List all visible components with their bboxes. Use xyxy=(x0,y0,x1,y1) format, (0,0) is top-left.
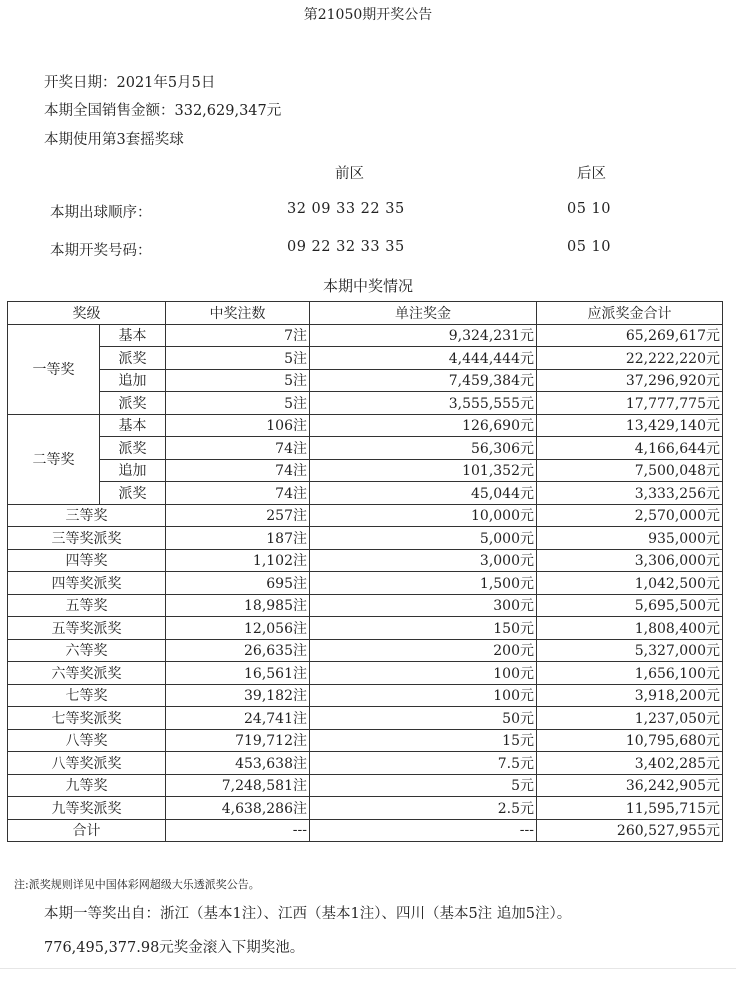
count: 719,712注 xyxy=(166,729,310,752)
second-prize-label: 二等奖 xyxy=(8,414,100,504)
count: 257注 xyxy=(166,504,310,527)
ball-set: 本期使用第3套摇奖球 xyxy=(44,132,184,148)
total-prize: 5,327,000元 xyxy=(537,639,723,662)
table-row xyxy=(8,729,723,752)
prize-level: 八等奖派奖 xyxy=(8,752,166,775)
single-prize: --- xyxy=(310,819,537,842)
table-row xyxy=(8,504,723,527)
table-row xyxy=(8,437,723,460)
single-prize: 200元 xyxy=(310,639,537,662)
single-prize: 5,000元 xyxy=(310,527,537,550)
single-prize: 3,555,555元 xyxy=(310,392,537,415)
single-prize: 50元 xyxy=(310,707,537,730)
single-prize: 100元 xyxy=(310,662,537,685)
total-prize: 11,595,715元 xyxy=(537,797,723,820)
total-prize: 260,527,955元 xyxy=(537,819,723,842)
count: 4,638,286注 xyxy=(166,797,310,820)
prize-level: 八等奖 xyxy=(8,729,166,752)
table-row xyxy=(8,369,723,392)
single-prize: 10,000元 xyxy=(310,504,537,527)
prize-table xyxy=(7,301,723,842)
count: 74注 xyxy=(166,437,310,460)
prize-level: 五等奖 xyxy=(8,594,166,617)
table-row xyxy=(8,662,723,685)
sequence-label: 本期出球顺序： xyxy=(50,205,152,221)
single-prize: 9,324,231元 xyxy=(310,324,537,347)
count: 12,056注 xyxy=(166,617,310,640)
prize-level: 四等奖派奖 xyxy=(8,572,166,595)
single-prize: 3,000元 xyxy=(310,549,537,572)
count: --- xyxy=(166,819,310,842)
table-row xyxy=(8,752,723,775)
prize-level: 六等奖 xyxy=(8,639,166,662)
draw-date: 开奖日期：2021年5月5日 xyxy=(44,75,216,91)
total-prize: 10,795,680元 xyxy=(537,729,723,752)
total-prize: 1,808,400元 xyxy=(537,617,723,640)
prize-table-title: 本期中奖情况 xyxy=(322,277,413,295)
first-prize-origin: 本期一等奖出自：浙江（基本1注）、江西（基本1注）、四川（基本5注 追加5注）。 xyxy=(44,906,572,922)
table-row xyxy=(8,414,723,437)
draw-back-numbers: 05 10 xyxy=(567,239,612,255)
count: 7注 xyxy=(166,324,310,347)
total-prize: 22,222,220元 xyxy=(537,347,723,370)
single-prize: 300元 xyxy=(310,594,537,617)
single-prize: 101,352元 xyxy=(310,459,537,482)
total-prize: 65,269,617元 xyxy=(537,324,723,347)
prize-level: 五等奖派奖 xyxy=(8,617,166,640)
total-prize: 17,777,775元 xyxy=(537,392,723,415)
count: 1,102注 xyxy=(166,549,310,572)
total-prize: 4,166,644元 xyxy=(537,437,723,460)
count: 106注 xyxy=(166,414,310,437)
prize-level: 九等奖 xyxy=(8,774,166,797)
total-prize: 37,296,920元 xyxy=(537,369,723,392)
table-row xyxy=(8,392,723,415)
sub-level: 基本 xyxy=(100,324,166,347)
prize-level: 三等奖 xyxy=(8,504,166,527)
jackpot-pool: 776,495,377.98元奖金滚入下期奖池。 xyxy=(44,940,305,956)
sub-level: 派奖 xyxy=(100,437,166,460)
draw-front-numbers: 09 22 32 33 35 xyxy=(287,239,405,255)
table-header-row xyxy=(8,302,723,325)
sub-level: 派奖 xyxy=(100,392,166,415)
table-row xyxy=(8,684,723,707)
count: 695注 xyxy=(166,572,310,595)
single-prize: 2.5元 xyxy=(310,797,537,820)
table-row xyxy=(8,774,723,797)
table-row xyxy=(8,549,723,572)
total-prize: 1,042,500元 xyxy=(537,572,723,595)
total-row xyxy=(8,819,723,842)
prize-level: 九等奖派奖 xyxy=(8,797,166,820)
header-level: 奖级 xyxy=(8,302,166,325)
total-prize: 36,242,905元 xyxy=(537,774,723,797)
count: 74注 xyxy=(166,459,310,482)
count: 187注 xyxy=(166,527,310,550)
count: 24,741注 xyxy=(166,707,310,730)
first-prize-label: 一等奖 xyxy=(8,324,100,414)
table-row xyxy=(8,459,723,482)
table-row xyxy=(8,572,723,595)
sub-level: 基本 xyxy=(100,414,166,437)
table-row xyxy=(8,617,723,640)
single-prize: 5元 xyxy=(310,774,537,797)
prize-level: 七等奖派奖 xyxy=(8,707,166,730)
single-prize: 126,690元 xyxy=(310,414,537,437)
single-prize: 56,306元 xyxy=(310,437,537,460)
single-prize: 100元 xyxy=(310,684,537,707)
total-prize: 5,695,500元 xyxy=(537,594,723,617)
prize-level: 七等奖 xyxy=(8,684,166,707)
sub-level: 追加 xyxy=(100,459,166,482)
count: 18,985注 xyxy=(166,594,310,617)
total-prize: 1,237,050元 xyxy=(537,707,723,730)
count: 26,635注 xyxy=(166,639,310,662)
sequence-back-numbers: 05 10 xyxy=(567,201,612,217)
count: 7,248,581注 xyxy=(166,774,310,797)
table-row xyxy=(8,639,723,662)
sub-level: 追加 xyxy=(100,369,166,392)
single-prize: 15元 xyxy=(310,729,537,752)
single-prize: 150元 xyxy=(310,617,537,640)
count: 5注 xyxy=(166,347,310,370)
total-prize: 935,000元 xyxy=(537,527,723,550)
total-prize: 1,656,100元 xyxy=(537,662,723,685)
page-title: 第21050期开奖公告 xyxy=(303,7,433,23)
table-row xyxy=(8,324,723,347)
front-zone-header: 前区 xyxy=(335,166,364,182)
table-row xyxy=(8,594,723,617)
count: 5注 xyxy=(166,392,310,415)
prize-level: 六等奖派奖 xyxy=(8,662,166,685)
table-row xyxy=(8,797,723,820)
prize-level: 三等奖派奖 xyxy=(8,527,166,550)
count: 453,638注 xyxy=(166,752,310,775)
sub-level: 派奖 xyxy=(100,482,166,505)
single-prize: 7,459,384元 xyxy=(310,369,537,392)
table-row xyxy=(8,707,723,730)
total-prize: 3,918,200元 xyxy=(537,684,723,707)
single-prize: 1,500元 xyxy=(310,572,537,595)
sales-amount: 本期全国销售金额：332,629,347元 xyxy=(44,103,282,119)
count: 39,182注 xyxy=(166,684,310,707)
total-prize: 7,500,048元 xyxy=(537,459,723,482)
total-prize: 3,333,256元 xyxy=(537,482,723,505)
table-row xyxy=(8,482,723,505)
back-zone-header: 后区 xyxy=(577,166,606,182)
count: 16,561注 xyxy=(166,662,310,685)
total-prize: 3,402,285元 xyxy=(537,752,723,775)
count: 74注 xyxy=(166,482,310,505)
header-total: 应派奖金合计 xyxy=(537,302,723,325)
single-prize: 4,444,444元 xyxy=(310,347,537,370)
sequence-front-numbers: 32 09 33 22 35 xyxy=(287,201,405,217)
footnote: 注:派奖规则详见中国体彩网超级大乐透派奖公告。 xyxy=(14,878,260,891)
sub-level: 派奖 xyxy=(100,347,166,370)
count: 5注 xyxy=(166,369,310,392)
single-prize: 45,044元 xyxy=(310,482,537,505)
divider xyxy=(0,968,736,969)
total-prize: 13,429,140元 xyxy=(537,414,723,437)
header-count: 中奖注数 xyxy=(166,302,310,325)
total-prize: 2,570,000元 xyxy=(537,504,723,527)
single-prize: 7.5元 xyxy=(310,752,537,775)
table-row xyxy=(8,347,723,370)
header-single: 单注奖金 xyxy=(310,302,537,325)
prize-level: 合计 xyxy=(8,819,166,842)
total-prize: 3,306,000元 xyxy=(537,549,723,572)
draw-numbers-label: 本期开奖号码： xyxy=(50,243,152,259)
table-row xyxy=(8,527,723,550)
prize-level: 四等奖 xyxy=(8,549,166,572)
